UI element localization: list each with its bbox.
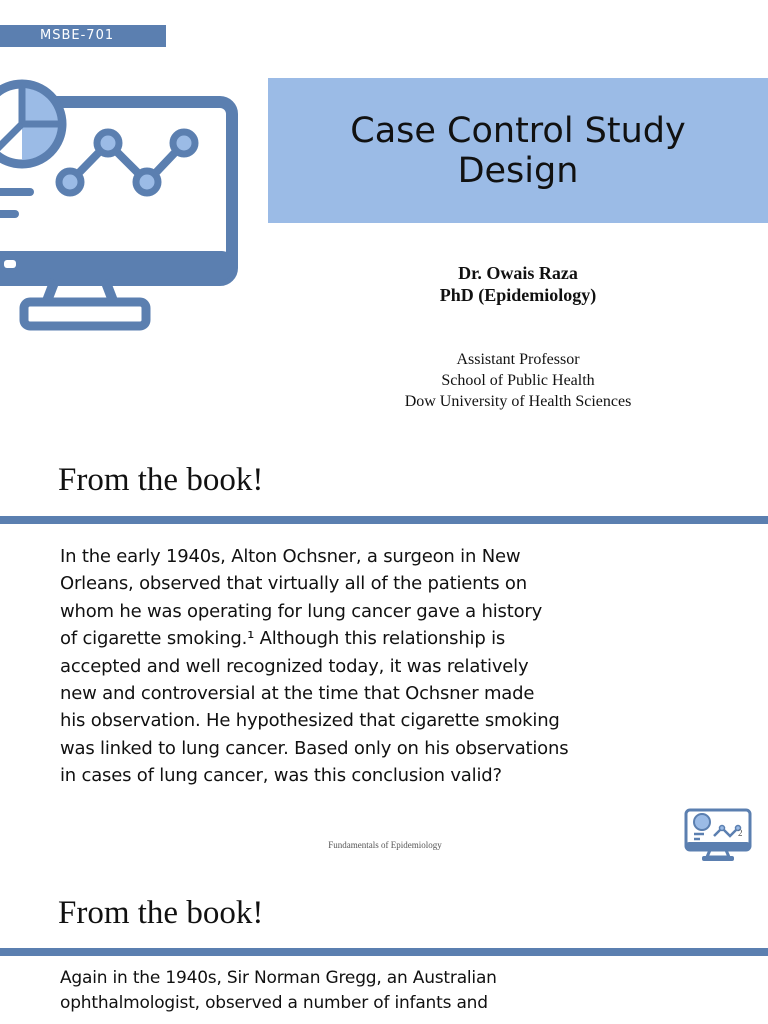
title-box: [268, 78, 768, 223]
author-name: Dr. Owais Raza: [458, 263, 578, 283]
slide2-line: his observation. He hypothesized that cigarette smoking: [60, 710, 560, 732]
slide3-line: Again in the 1940s, Sir Norman Gregg, an Australian: [60, 968, 497, 988]
slide2-line: Orleans, observed that virtually all of the patients on: [60, 573, 527, 595]
slide3-body: [60, 966, 570, 1016]
slide2-line: new and controversial at the time that Ochsner made: [60, 683, 535, 705]
slide2-line: was linked to lung cancer. Based only on his observations: [60, 737, 569, 759]
computer-monitor-chart-icon: [0, 66, 240, 331]
author-department: School of Public Health: [441, 372, 595, 389]
slide-title-line1: Case Control Study: [350, 110, 686, 151]
course-code-tag: MSBE-701: [0, 25, 166, 47]
title-slide: [0, 0, 768, 440]
slide2-line: of cigarette smoking.¹ Although this relationship is: [60, 628, 506, 650]
page-number: 2: [738, 828, 743, 838]
slide2-divider: [0, 516, 768, 524]
source-caption: Fundamentals of Epidemiology: [328, 840, 442, 850]
slide3-divider: [0, 948, 768, 956]
slide3-line: ophthalmologist, observed a number of infants and: [60, 993, 488, 1013]
slide2-line: In the early 1940s, Alton Ochsner, a surgeon in New: [60, 546, 521, 567]
author-block: [268, 262, 768, 306]
slide2-line: whom he was operating for lung cancer gave a history: [60, 600, 543, 622]
slide2-heading: From the book!: [58, 462, 264, 498]
slide3-heading: From the book!: [58, 895, 264, 931]
author-position: Assistant Professor: [456, 351, 580, 368]
author-degree: PhD (Epidemiology): [439, 285, 597, 305]
slide2-body: [60, 543, 570, 790]
author-university: Dow University of Health Sciences: [404, 393, 632, 410]
slide2-line: in cases of lung cancer, was this conclusion valid?: [60, 765, 502, 787]
affiliation-block: [268, 349, 768, 412]
slide-title-line2: Design: [457, 150, 579, 191]
slide2-line: accepted and well recognized today, it was relatively: [60, 655, 529, 677]
